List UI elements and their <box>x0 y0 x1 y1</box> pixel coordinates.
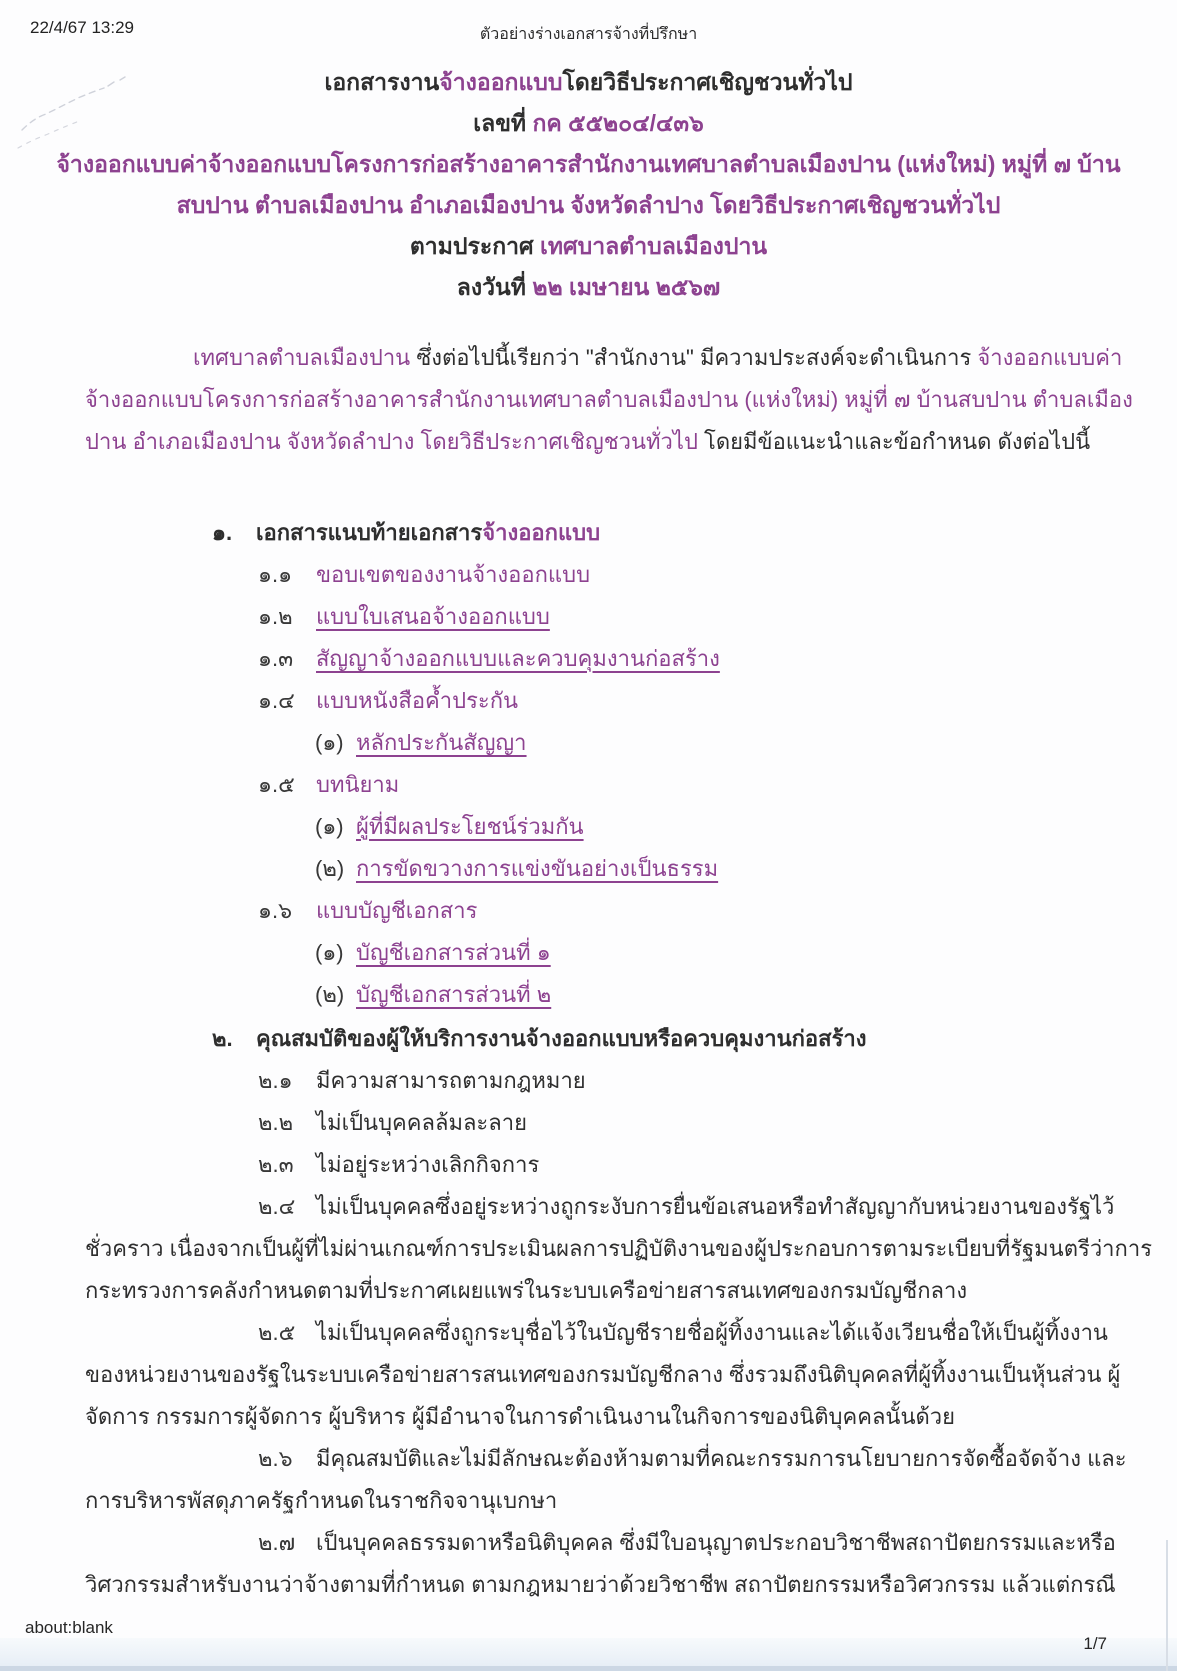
print-doc-label: ตัวอย่างร่างเอกสารจ้างที่ปรึกษา <box>479 26 698 43</box>
intro-clause: ซึ่งต่อไปนี้เรียกว่า "สำนักงาน" มีความประสงค์จะดำเนินการ <box>416 345 978 370</box>
intro-project-end: ปาน อำเภอเมืองปาน จังหวัดลำปาง โดยวิธีประกาศเชิญชวนทั่วไป <box>85 429 705 454</box>
title-line-1-part: เอกสารงาน <box>324 69 440 95</box>
document-link[interactable]: การขัดขวางการแข่งขันอย่างเป็นธรรม <box>356 856 719 881</box>
project-name-line-2: สบปาน ตำบลเมืองปาน อำเภอเมืองปาน จังหวัดลำปาง โดยวิธีประกาศเชิญชวนทั่วไป <box>176 192 1001 218</box>
document-link[interactable]: ผู้ที่มีผลประโยชน์ร่วมกัน <box>356 814 584 839</box>
print-datetime: 22/4/67 13:29 <box>30 18 134 37</box>
item-text: ไม่อยู่ระหว่างเลิกกิจการ <box>316 1152 540 1177</box>
list-item: ๑.๖ แบบบัญชีเอกสาร <box>258 898 478 923</box>
item-text: ขอบเขตของงานจ้างออกแบบ <box>316 562 591 587</box>
list-item: ๒.๗ เป็นบุคคลธรรมดาหรือนิติบุคคล ซึ่งมีใบอนุญาตประกอบวิชาชีพสถาปัตยกรรมและหรือ <box>258 1530 1116 1555</box>
paragraph-continuation: ชั่วคราว เนื่องจากเป็นผู้ที่ไม่ผ่านเกณฑ์การประเมินผลการปฏิบัติงานของผู้ประกอบการตามระเบียบที่รัฐมนตรีว่าการ <box>85 1236 1153 1261</box>
item-text: มีคุณสมบัติและไม่มีลักษณะต้องห้ามตามที่คณะกรรมการนโยบายการจัดซื้อจัดจ้าง และ <box>316 1446 1127 1471</box>
paragraph-continuation: กระทรวงการคลังกำหนดตามที่ประกาศเผยแพร่ในระบบเครือข่ายสารสนเทศของกรมบัญชีกลาง <box>85 1278 968 1303</box>
date-value: ๒๒ เมษายน ๒๕๖๗ <box>532 274 721 300</box>
paragraph-continuation: วิศวกรรมสำหรับงานว่าจ้างตามที่กำหนด ตามกฎหมายว่าด้วยวิชาชีพ สถาปัตยกรรมหรือวิศวกรรม แล้วแต่กรณี <box>85 1572 1116 1597</box>
item-text: มีความสามารถตามกฎหมาย <box>316 1068 586 1093</box>
paragraph-continuation: การบริหารพัสดุภาครัฐกำหนดในราชกิจจานุเบกษา <box>85 1488 558 1513</box>
list-subitem: (๑) ผู้ที่มีผลประโยชน์ร่วมกัน <box>315 814 584 839</box>
item-text: ไม่เป็นบุคคลล้มละลาย <box>316 1110 527 1135</box>
section-1-heading-highlight: จ้างออกแบบ <box>482 520 601 545</box>
list-item: ๒.๒ ไม่เป็นบุคคลล้มละลาย <box>258 1110 527 1135</box>
doc-number-value: กค ๕๕๒๐๔/๔๓๖ <box>532 110 704 136</box>
item-text: แบบบัญชีเอกสาร <box>316 898 478 923</box>
title-line-1 <box>0 62 1177 103</box>
intro-closing: โดยมีข้อแนะนำและข้อกำหนด ดังต่อไปนี้ <box>704 429 1091 454</box>
paragraph-continuation: ของหน่วยงานของรัฐในระบบเครือข่ายสารสนเทศของกรมบัญชีกลาง ซึ่งรวมถึงนิติบุคคลที่ผู้ทิ้งงานเป็นหุ้นส่วน ผู้ <box>85 1362 1121 1387</box>
scanner-edge-shadow <box>0 1666 1177 1671</box>
intro-line-1 <box>85 337 1123 379</box>
title-line-1-highlight: จ้างออกแบบ <box>439 69 563 95</box>
section-1 <box>85 512 1095 1016</box>
item-text: แบบหนังสือค้ำประกัน <box>316 688 519 713</box>
list-item: ๑.๓ สัญญาจ้างออกแบบและควบคุมงานก่อสร้าง <box>258 646 720 671</box>
list-item: ๒.๑ มีความสามารถตามกฎหมาย <box>258 1068 586 1093</box>
item-text: ไม่เป็นบุคคลซึ่งอยู่ระหว่างถูกระงับการยื่นข้อเสนอหรือทำสัญญากับหน่วยงานของรัฐไว้ <box>316 1194 1115 1219</box>
section-2 <box>85 1018 1153 1606</box>
intro-line-3 <box>85 421 1095 463</box>
section-1-number: ๑. <box>212 520 233 545</box>
document-link[interactable]: สัญญาจ้างออกแบบและควบคุมงานก่อสร้าง <box>316 646 720 671</box>
item-text: บทนิยาม <box>316 772 400 797</box>
date-label: ลงวันที่ <box>456 274 533 300</box>
list-item: ๒.๔ ไม่เป็นบุคคลซึ่งอยู่ระหว่างถูกระงับการยื่นข้อเสนอหรือทำสัญญากับหน่วยงานของรัฐไว้ <box>258 1194 1115 1219</box>
section-1-heading-text: เอกสารแนบท้ายเอกสาร <box>256 520 483 545</box>
print-footer-page-number: 1/7 <box>1083 1634 1107 1653</box>
document-link[interactable]: หลักประกันสัญญา <box>356 730 527 755</box>
intro-line-2: จ้างออกแบบโครงการก่อสร้างอาคารสำนักงานเทศบาลตำบลเมืองปาน (แห่งใหม่) หมู่ที่ ๗ บ้านสบปาน ตำบลเมือง <box>85 387 1133 412</box>
section-1-heading <box>85 512 1095 554</box>
intro-project-start: จ้างออกแบบค่า <box>977 345 1123 370</box>
list-item: ๒.๕ ไม่เป็นบุคคลซึ่งถูกระบุชื่อไว้ในบัญชีรายชื่อผู้ทิ้งงานและได้แจ้งเวียนชื่อให้เป็นผู้ทิ้งงาน <box>258 1320 1108 1345</box>
scan-edge-line <box>1166 1540 1168 1671</box>
doc-number-label: เลขที่ <box>473 110 533 136</box>
list-item: ๒.๓ ไม่อยู่ระหว่างเลิกกิจการ <box>258 1152 540 1177</box>
announcement-org: เทศบาลตำบลเมืองปาน <box>540 233 768 259</box>
list-subitem: (๑) หลักประกันสัญญา <box>315 730 527 755</box>
section-2-number: ๒. <box>212 1026 233 1051</box>
section-2-heading <box>85 1018 1095 1060</box>
announcement-line <box>0 226 1177 267</box>
list-item: ๒.๖ มีคุณสมบัติและไม่มีลักษณะต้องห้ามตามที่คณะกรรมการนโยบายการจัดซื้อจัดจ้าง และ <box>258 1446 1127 1471</box>
document-link[interactable]: แบบใบเสนอจ้างออกแบบ <box>316 604 550 629</box>
list-item: ๑.๑ ขอบเขตของงานจ้างออกแบบ <box>258 562 591 587</box>
document-number-line <box>0 103 1177 144</box>
list-item: ๑.๕ บทนิยาม <box>258 772 400 797</box>
list-item: ๑.๔ แบบหนังสือค้ำประกัน <box>258 688 519 713</box>
intro-org-name: เทศบาลตำบลเมืองปาน <box>193 345 417 370</box>
announcement-label: ตามประกาศ <box>409 233 541 259</box>
paragraph-continuation: จัดการ กรรมการผู้จัดการ ผู้บริหาร ผู้มีอำนาจในการดำเนินงานในกิจการของนิติบุคคลนั้นด้วย <box>85 1404 956 1429</box>
project-name-line-1: จ้างออกแบบค่าจ้างออกแบบโครงการก่อสร้างอาคารสำนักงานเทศบาลตำบลเมืองปาน (แห่งใหม่) หมู่ที่ ๗ บ้าน <box>56 151 1121 177</box>
document-title-block <box>0 62 1177 308</box>
section-2-heading-text: คุณสมบัติของผู้ให้บริการงานจ้างออกแบบหรือควบคุมงานก่อสร้าง <box>256 1026 867 1051</box>
title-line-1-part: โดยวิธีประกาศเชิญชวนทั่วไป <box>562 69 853 95</box>
item-text: ไม่เป็นบุคคลซึ่งถูกระบุชื่อไว้ในบัญชีรายชื่อผู้ทิ้งงานและได้แจ้งเวียนชื่อให้เป็นผู้ทิ้งงาน <box>316 1320 1108 1345</box>
item-text: เป็นบุคคลธรรมดาหรือนิติบุคคล ซึ่งมีใบอนุญาตประกอบวิชาชีพสถาปัตยกรรมและหรือ <box>316 1530 1116 1555</box>
list-subitem: (๑) บัญชีเอกสารส่วนที่ ๑ <box>315 940 551 965</box>
print-footer-url: about:blank <box>25 1618 113 1637</box>
list-item: ๑.๒ แบบใบเสนอจ้างออกแบบ <box>258 604 550 629</box>
document-link[interactable]: บัญชีเอกสารส่วนที่ ๑ <box>356 940 551 965</box>
intro-paragraph <box>85 337 1133 463</box>
list-subitem: (๒) บัญชีเอกสารส่วนที่ ๒ <box>315 982 552 1007</box>
date-line <box>0 267 1177 308</box>
document-link[interactable]: บัญชีเอกสารส่วนที่ ๒ <box>356 982 552 1007</box>
list-subitem: (๒) การขัดขวางการแข่งขันอย่างเป็นธรรม <box>315 856 719 881</box>
